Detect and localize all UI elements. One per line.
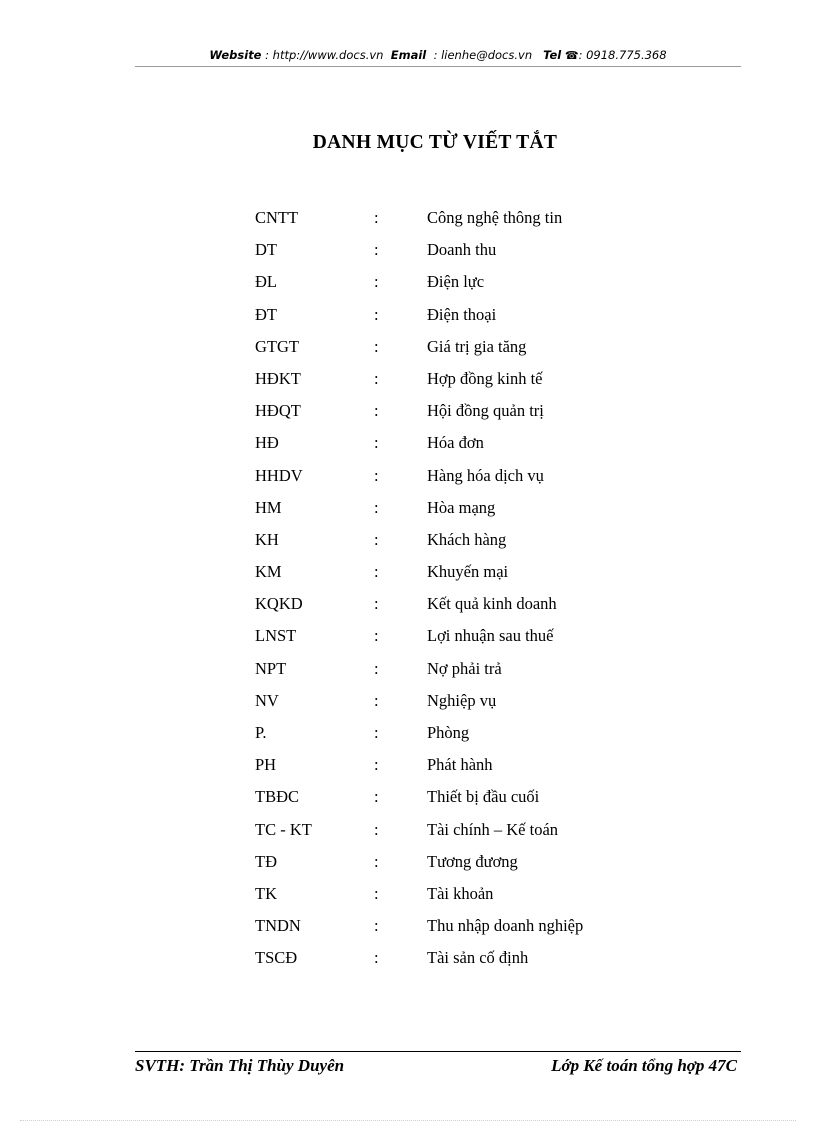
meaning: Công nghệ thông tin (427, 208, 563, 227)
website-label: Website (209, 48, 262, 62)
list-item (255, 719, 655, 751)
list-item (255, 622, 655, 654)
meaning: Lợi nhuận sau thuế (427, 626, 554, 646)
abbreviation: KQKD (255, 594, 303, 614)
separator: : (374, 819, 379, 839)
list-item (255, 365, 655, 397)
meaning: Giá trị gia tăng (427, 336, 527, 356)
tel-label: Tel (543, 48, 562, 62)
abbreviation: GTGT (255, 336, 299, 356)
separator: : (374, 562, 379, 582)
abbreviation: DT (255, 240, 277, 260)
abbreviation: HM (255, 497, 282, 517)
abbreviation: CNTT (255, 208, 299, 227)
abbreviation: HĐ (255, 433, 279, 453)
separator: : (374, 529, 379, 549)
abbreviation: ĐT (255, 304, 277, 324)
meaning: Điện thoại (427, 304, 497, 324)
list-item (255, 590, 655, 622)
list-item (255, 397, 655, 429)
abbreviation: NV (255, 690, 279, 710)
meaning: Tài khoản (427, 883, 494, 903)
separator: : (374, 497, 379, 517)
meaning: Thiết bị đầu cuối (427, 787, 540, 807)
footer-class: Lớp Kế toán tổng hợp 47C (551, 1056, 737, 1075)
meaning: Nghiệp vụ (427, 690, 497, 710)
list-item (255, 687, 655, 719)
abbreviation: HHDV (255, 465, 303, 485)
separator: : (374, 690, 379, 710)
abbreviation: TNDN (255, 916, 301, 936)
list-item (255, 944, 655, 976)
abbreviation: TK (255, 883, 277, 903)
abbreviation: HĐKT (255, 368, 301, 388)
separator: : (374, 465, 379, 485)
separator: : (374, 787, 379, 807)
list-item (255, 816, 655, 848)
separator: : (374, 658, 379, 678)
list-item (255, 655, 655, 687)
meaning: Tương đương (427, 851, 518, 871)
separator: : (374, 851, 379, 871)
meaning: Khách hàng (427, 529, 507, 549)
meaning: Tài sản cố định (427, 948, 529, 968)
email-value: : lienhe@docs.vn (433, 48, 533, 62)
meaning: Hòa mạng (427, 497, 496, 517)
meaning: Thu nhập doanh nghiệp (427, 916, 584, 936)
list-item (255, 751, 655, 783)
meaning: Phòng (427, 723, 470, 742)
meaning: Điện lực (427, 272, 485, 292)
list-item (255, 783, 655, 815)
page-edge (20, 1120, 796, 1121)
website-value: : http://www.docs.vn (265, 48, 384, 62)
separator: : (374, 433, 379, 453)
footer-divider (135, 1051, 741, 1052)
separator: : (374, 916, 379, 936)
list-item (255, 526, 655, 558)
abbreviation: ĐL (255, 272, 277, 292)
abbreviation-list (255, 204, 655, 977)
list-item (255, 558, 655, 590)
email-label: Email (390, 48, 427, 62)
separator: : (374, 755, 379, 775)
meaning: Hội đồng quản trị (427, 401, 544, 421)
abbreviation: KM (255, 562, 282, 582)
list-item (255, 268, 655, 300)
separator: : (374, 304, 379, 324)
list-item (255, 301, 655, 333)
separator: : (374, 401, 379, 421)
meaning: Nợ phải trả (427, 658, 502, 678)
separator: : (374, 594, 379, 614)
separator: : (374, 240, 379, 260)
abbreviation: HĐQT (255, 401, 301, 421)
abbreviation: PH (255, 755, 277, 775)
list-item (255, 494, 655, 526)
meaning: Doanh thu (427, 240, 497, 260)
abbreviation: LNST (255, 626, 297, 646)
telephone-icon: ☎ (564, 49, 579, 62)
abbreviation: TSCĐ (255, 948, 298, 968)
meaning: Phát hành (427, 755, 493, 775)
meaning: Kết quả kinh doanh (427, 594, 557, 614)
page-title: DANH MỤC TỪ VIẾT TẮT (312, 132, 558, 153)
separator: : (374, 368, 379, 388)
footer-student: SVTH: Trần Thị Thùy Duyên (135, 1056, 345, 1075)
abbreviation: TC - KT (255, 819, 312, 839)
list-item (255, 204, 655, 236)
list-item (255, 333, 655, 365)
meaning: Hợp đồng kinh tế (427, 368, 543, 388)
separator: : (374, 723, 379, 742)
list-item (255, 880, 655, 912)
tel-value: : 0918.775.368 (578, 48, 667, 62)
list-item (255, 462, 655, 494)
page-header (135, 46, 741, 67)
separator: : (374, 336, 379, 356)
meaning: Tài chính – Kế toán (427, 819, 559, 839)
page-footer (135, 1054, 741, 1078)
abbreviation: P. (255, 723, 267, 742)
abbreviation: KH (255, 529, 279, 549)
separator: : (374, 948, 379, 968)
meaning: Khuyến mại (427, 562, 509, 582)
list-item (255, 848, 655, 880)
meaning: Hóa đơn (427, 433, 484, 453)
abbreviation: NPT (255, 658, 287, 678)
separator: : (374, 626, 379, 646)
list-item (255, 429, 655, 461)
abbreviation: TĐ (255, 851, 277, 871)
list-item (255, 236, 655, 268)
list-item (255, 912, 655, 944)
meaning: Hàng hóa dịch vụ (427, 465, 544, 485)
separator: : (374, 272, 379, 292)
separator: : (374, 208, 379, 227)
separator: : (374, 883, 379, 903)
abbreviation: TBĐC (255, 787, 300, 807)
